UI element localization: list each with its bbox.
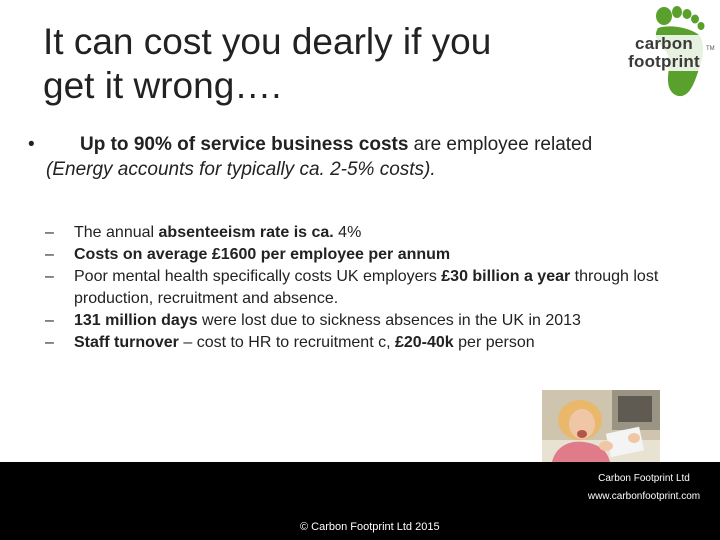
text: Poor mental health specifically costs UK employers <box>74 268 442 285</box>
sub-bullet-average-cost <box>45 244 685 266</box>
photo-illustration <box>542 390 660 462</box>
footer-bar <box>0 462 720 540</box>
company-website[interactable]: www.carbonfootprint.com <box>587 491 701 502</box>
logo-word-carbon: carbon <box>618 35 710 53</box>
text: through lost production, recruitment and absence. <box>74 268 659 307</box>
sub-bullet-absenteeism <box>45 222 685 244</box>
dash-marker: – <box>45 224 54 241</box>
main-bullet-rest: are employee related <box>408 134 593 155</box>
bold-text: Costs on average £1600 per employee per annum <box>74 246 451 263</box>
logo-wordmark <box>618 35 710 71</box>
slide-title <box>43 20 583 108</box>
bold-text: 131 million days <box>74 312 198 329</box>
stressed-worker-photo <box>542 390 660 462</box>
dash-marker: – <box>45 334 54 351</box>
bullet-marker: • <box>28 134 35 155</box>
text: The annual <box>74 224 159 241</box>
logo-word-footprint: footprint <box>618 53 710 71</box>
main-bullet-line-1 <box>28 132 688 157</box>
slide-title-line-1: It can cost you dearly if you <box>43 21 492 62</box>
main-bullet <box>28 132 688 182</box>
main-bullet-line-2: (Energy accounts for typically ca. 2-5% costs). <box>46 159 436 180</box>
dash-marker: – <box>45 312 54 329</box>
sub-bullet-mental-health <box>45 266 685 310</box>
bold-text: absenteeism rate is ca. <box>158 224 334 241</box>
bold-text: £30 billion a year <box>441 268 571 285</box>
company-name: Carbon Footprint Ltd <box>598 473 690 484</box>
bold-text: Staff turnover <box>74 334 179 351</box>
slide-title-line-2: get it wrong…. <box>43 65 282 106</box>
text: 4% <box>333 224 362 241</box>
dash-marker: – <box>45 246 54 263</box>
dash-marker: – <box>45 268 54 285</box>
main-bullet-bold: Up to 90% of service business costs <box>80 134 409 155</box>
trademark-mark: TM <box>706 46 715 52</box>
text: were lost due to sickness absences in the UK in 2013 <box>197 312 581 329</box>
text: – cost to HR to recruitment c, <box>178 334 395 351</box>
sub-bullet-list <box>45 222 685 354</box>
sub-bullet-staff-turnover <box>45 332 685 354</box>
sub-bullet-sickness-days <box>45 310 685 332</box>
text: per person <box>453 334 535 351</box>
company-info <box>574 470 714 506</box>
copyright-text: © Carbon Footprint Ltd 2015 <box>300 521 440 533</box>
bold-text: £20-40k <box>394 334 454 351</box>
carbon-footprint-logo <box>612 2 715 98</box>
